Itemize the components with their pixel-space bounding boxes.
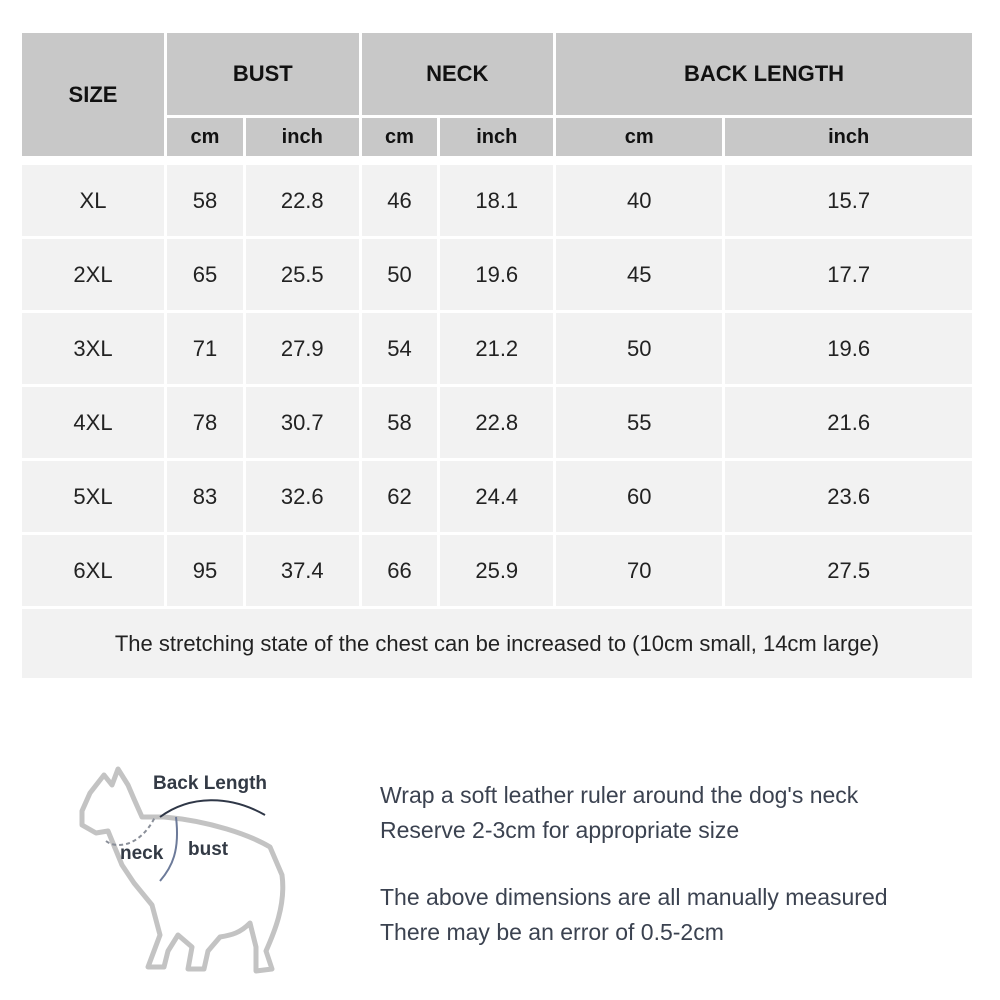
stretch-note: The stretching state of the chest can be increased to (10cm small, 14cm large)	[22, 609, 972, 678]
size-cell: 4XL	[22, 387, 164, 458]
value-cell: 27.5	[725, 535, 972, 606]
value-cell: 15.7	[725, 165, 972, 236]
value-cell: 70	[556, 535, 722, 606]
instruction-line: The above dimensions are all manually measured	[380, 884, 888, 910]
value-cell: 25.5	[246, 239, 359, 310]
value-cell: 21.6	[725, 387, 972, 458]
value-cell: 95	[167, 535, 243, 606]
value-cell: 71	[167, 313, 243, 384]
value-cell: 78	[167, 387, 243, 458]
unit-header: cm	[167, 118, 243, 156]
value-cell: 66	[362, 535, 438, 606]
unit-header: inch	[725, 118, 972, 156]
value-cell: 62	[362, 461, 438, 532]
value-cell: 50	[362, 239, 438, 310]
measurement-instructions	[380, 778, 980, 950]
value-cell: 58	[362, 387, 438, 458]
value-cell: 40	[556, 165, 722, 236]
size-cell: 2XL	[22, 239, 164, 310]
value-cell: 17.7	[725, 239, 972, 310]
instruction-line: Reserve 2-3cm for appropriate size	[380, 817, 740, 843]
size-header: SIZE	[22, 33, 164, 156]
value-cell: 58	[167, 165, 243, 236]
value-cell: 55	[556, 387, 722, 458]
size-chart-table	[19, 30, 975, 681]
value-cell: 32.6	[246, 461, 359, 532]
bust-label: bust	[188, 839, 229, 860]
value-cell: 46	[362, 165, 438, 236]
value-cell: 27.9	[246, 313, 359, 384]
unit-header: inch	[246, 118, 359, 156]
table-row	[22, 239, 972, 310]
back-length-header: BACK LENGTH	[556, 33, 972, 115]
table-row	[22, 387, 972, 458]
unit-header: cm	[556, 118, 722, 156]
unit-header: cm	[362, 118, 438, 156]
value-cell: 60	[556, 461, 722, 532]
table-row	[22, 313, 972, 384]
value-cell: 50	[556, 313, 722, 384]
value-cell: 54	[362, 313, 438, 384]
back-length-label: Back Length	[153, 773, 268, 794]
value-cell: 45	[556, 239, 722, 310]
value-cell: 25.9	[440, 535, 553, 606]
value-cell: 19.6	[440, 239, 553, 310]
value-cell: 18.1	[440, 165, 553, 236]
unit-header: inch	[440, 118, 553, 156]
size-cell: 3XL	[22, 313, 164, 384]
note-row	[22, 609, 972, 678]
value-cell: 19.6	[725, 313, 972, 384]
instruction-line: Wrap a soft leather ruler around the dog's neck	[380, 782, 859, 808]
dog-measurement-diagram	[60, 755, 320, 980]
instruction-line: There may be an error of 0.5-2cm	[380, 919, 724, 945]
table-row	[22, 461, 972, 532]
neck-label: neck	[120, 843, 164, 864]
value-cell: 22.8	[440, 387, 553, 458]
size-cell: XL	[22, 165, 164, 236]
table-row	[22, 535, 972, 606]
value-cell: 30.7	[246, 387, 359, 458]
value-cell: 37.4	[246, 535, 359, 606]
table-row	[22, 165, 972, 236]
value-cell: 24.4	[440, 461, 553, 532]
value-cell: 23.6	[725, 461, 972, 532]
neck-header: NECK	[362, 33, 554, 115]
value-cell: 65	[167, 239, 243, 310]
size-cell: 5XL	[22, 461, 164, 532]
value-cell: 22.8	[246, 165, 359, 236]
bust-header: BUST	[167, 33, 359, 115]
size-cell: 6XL	[22, 535, 164, 606]
value-cell: 21.2	[440, 313, 553, 384]
value-cell: 83	[167, 461, 243, 532]
